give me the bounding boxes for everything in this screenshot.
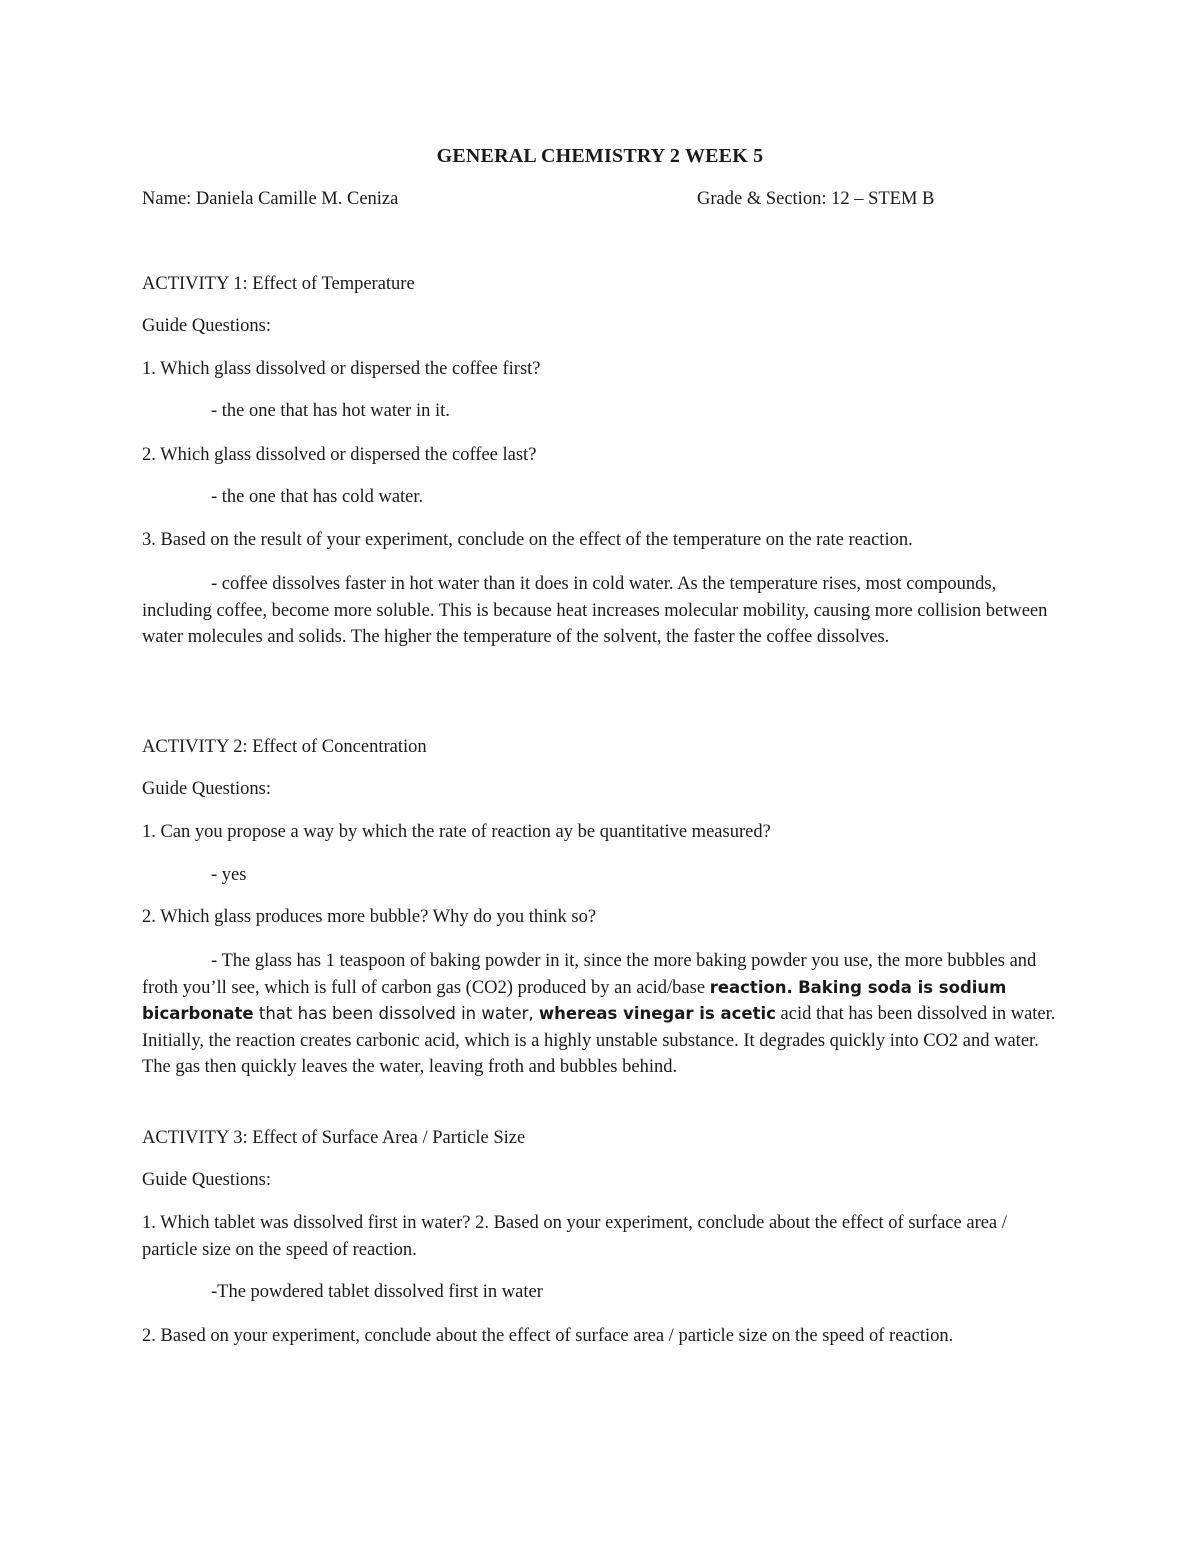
answer-bold-text: Baking soda is sodium bicarbonate [142, 977, 1007, 1023]
activity3-question-2: 2. Based on your experiment, conclude about the effect of surface area / particle size on the speed of reaction. [142, 1326, 954, 1346]
grade-section: Grade & Section: 12 – STEM B [697, 189, 935, 209]
activity1-guide-label: Guide Questions: [142, 316, 271, 336]
answer-text: acid that has been dissolved in water. Initially, the reaction creates carbonic acid, which is a highly unstable substance. It degrades quickly into CO2 and water. The gas then quickly leaves the water, leaving froth and bubbles behind. [142, 1004, 1056, 1077]
activity1-answer-3: - coffee dissolves faster in hot water than it does in cold water. As the temperature rises, most compounds, including coffee, become more soluble. This is because heat increases molecular mobility, causing more collision between water molecules and solids. The higher the temperature of the solvent, the faster the coffee dissolves. [142, 574, 1048, 647]
activity1-heading: ACTIVITY 1: Effect of Temperature [142, 274, 415, 294]
activity2-question-2: 2. Which glass produces more bubble? Why do you think so? [142, 907, 597, 927]
activity2-answer-2 [142, 948, 1062, 1081]
activity3-guide-label: Guide Questions: [142, 1170, 271, 1190]
activity1-question-1: 1. Which glass dissolved or dispersed the coffee first? [142, 359, 541, 379]
activity2-question-1: 1. Can you propose a way by which the rate of reaction ay be quantitative measured? [142, 822, 771, 842]
activity1-question-3: 3. Based on the result of your experiment, conclude on the effect of the temperature on the rate reaction. [142, 530, 913, 550]
activity2-heading: ACTIVITY 2: Effect of Concentration [142, 737, 427, 757]
activity3-answer-1: -The powdered tablet dissolved first in water [211, 1282, 543, 1302]
answer-bold-text: reaction. [709, 977, 793, 997]
activity1-answer-1: - the one that has hot water in it. [211, 401, 450, 421]
answer-text: - The glass has 1 teaspoon of baking powder in it, since the more baking powder you use, the more bubbles and froth you’ll see, which is full of carbon gas (CO2) produced by an acid/base [142, 951, 1037, 998]
answer-bold-text: whereas vinegar is acetic [538, 1004, 776, 1023]
activity3-heading: ACTIVITY 3: Effect of Surface Area / Particle Size [142, 1128, 526, 1148]
activity1-question-2: 2. Which glass dissolved or dispersed the coffee last? [142, 445, 537, 465]
activity1-answer-2: - the one that has cold water. [211, 487, 424, 507]
answer-sans-text: that has been dissolved in water, [253, 1004, 539, 1023]
document-title: GENERAL CHEMISTRY 2 WEEK 5 [436, 145, 764, 167]
activity2-guide-label: Guide Questions: [142, 779, 271, 799]
student-name: Name: Daniela Camille M. Ceniza [142, 189, 399, 209]
activity2-answer-1: - yes [211, 865, 247, 885]
activity3-question-1: 1. Which tablet was dissolved first in water? 2. Based on your experiment, conclude about the effect of surface area / particle size on the speed of reaction. [142, 1213, 1007, 1260]
